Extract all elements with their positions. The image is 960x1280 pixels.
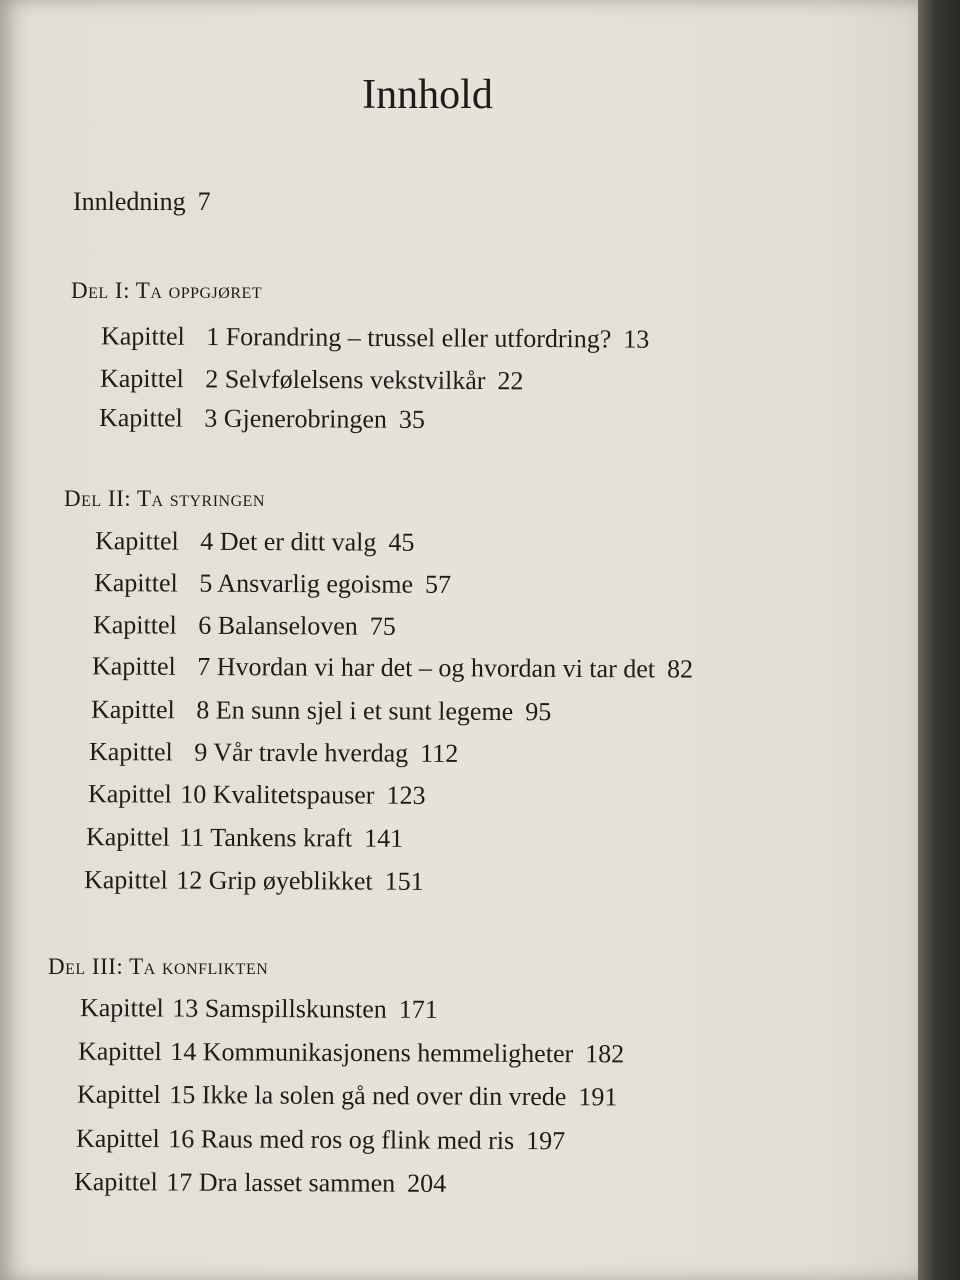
chapter-word: Kapittel (85, 822, 170, 852)
chapter-title: Raus med ros og flink med ris (200, 1124, 515, 1156)
chapter-word: Kapittel (87, 779, 172, 809)
toc-entry (88, 778, 426, 812)
toc-entry (76, 1123, 565, 1158)
chapter-page: 22 (497, 366, 524, 396)
chapter-number: 8 (196, 695, 210, 725)
chapter-page: 35 (398, 404, 426, 434)
chapter-number: 1 (206, 321, 220, 352)
chapter-number: 4 (200, 526, 214, 556)
toc-entry (93, 609, 396, 643)
chapter-page: 95 (525, 697, 552, 727)
chapter-word: Kapittel (79, 993, 164, 1023)
chapter-page: 191 (578, 1082, 618, 1112)
chapter-page: 141 (364, 823, 404, 853)
chapter-page: 75 (369, 611, 396, 641)
toc-entry (101, 320, 650, 355)
chapter-title: Hvordan vi har det – og hvordan vi tar det (216, 652, 656, 684)
chapter-word: Kapittel (75, 1123, 160, 1154)
chapter-title: Kvalitetspauser (212, 779, 375, 810)
toc-entry (84, 864, 424, 898)
chapter-number: 3 (204, 403, 218, 433)
toc-entry (92, 650, 693, 685)
chapter-number: 13 (172, 993, 199, 1023)
chapter-page: 123 (386, 780, 426, 810)
chapter-page: 45 (388, 527, 415, 557)
chapter-word: Kapittel (98, 403, 183, 433)
chapter-number: 5 (199, 568, 213, 598)
chapter-page: 182 (585, 1039, 625, 1069)
chapter-page: 171 (398, 994, 438, 1024)
chapter-word: Kapittel (99, 363, 184, 394)
chapter-number: 17 (166, 1167, 193, 1197)
chapter-title: Samspillskunsten (204, 993, 387, 1024)
chapter-title: Ikke la solen gå ned over din vrede (201, 1080, 567, 1112)
chapter-word: Kapittel (83, 865, 168, 895)
chapter-number: 12 (176, 865, 203, 895)
chapter-word: Kapittel (76, 1079, 161, 1110)
chapter-title: Gjenerobringen (223, 403, 388, 434)
chapter-page: 197 (526, 1126, 566, 1156)
intro-label: Innledning (73, 187, 186, 216)
chapter-number: 9 (194, 737, 208, 767)
chapter-number: 7 (197, 651, 211, 682)
chapter-title: Dra lasset sammen (198, 1167, 396, 1198)
chapter-word: Kapittel (100, 321, 185, 351)
chapter-title: Ansvarlig egoisme (217, 568, 414, 599)
chapter-title: Vår travle hverdag (213, 737, 409, 768)
chapter-number: 6 (198, 610, 212, 640)
chapter-title: Grip øyeblikket (208, 865, 373, 896)
toc-entry (95, 525, 415, 559)
toc-entry (99, 402, 425, 436)
chapter-title: Forandring – trussel eller utfordring? (225, 322, 612, 354)
chapter-word: Kapittel (93, 568, 178, 598)
chapter-number: 11 (179, 822, 205, 852)
toc-entry (77, 1079, 618, 1114)
chapter-word: Kapittel (88, 737, 173, 767)
toc-entry (94, 567, 451, 601)
toc-entry (78, 1036, 624, 1071)
chapter-page: 204 (407, 1168, 447, 1198)
chapter-title: Selvfølelsens vekstvilkår (224, 364, 486, 396)
chapter-title: Kommunikasjonens hemmeligheter (202, 1037, 574, 1069)
toc-entry (100, 363, 524, 398)
toc-entry (91, 694, 551, 728)
chapter-number: 16 (168, 1124, 195, 1154)
book-edge (918, 0, 960, 1280)
chapter-word: Kapittel (91, 651, 176, 681)
toc-entry (80, 992, 438, 1026)
part-heading: Del II: Ta styringen (64, 486, 265, 511)
chapter-title: En sunn sjel i et sunt legeme (215, 695, 514, 727)
toc-entry (74, 1166, 446, 1200)
chapter-page: 57 (424, 569, 452, 599)
chapter-number: 14 (170, 1037, 197, 1067)
part-heading: Del III: Ta konflikten (48, 954, 269, 979)
chapter-word: Kapittel (94, 526, 179, 556)
chapter-word: Kapittel (77, 1036, 162, 1067)
chapter-page: 151 (384, 866, 424, 896)
chapter-number: 2 (205, 364, 219, 394)
chapter-page: 112 (420, 738, 459, 768)
chapter-word: Kapittel (92, 610, 177, 640)
part-heading: Del I: Ta oppgjøret (71, 278, 263, 303)
chapter-page: 82 (666, 654, 694, 684)
page-title: Innhold (362, 72, 493, 118)
chapter-word: Kapittel (73, 1167, 158, 1197)
chapter-word: Kapittel (90, 694, 175, 725)
intro-page: 7 (197, 187, 211, 216)
chapter-number: 15 (169, 1080, 196, 1110)
toc-entry (86, 821, 403, 855)
chapter-title: Tankens kraft (210, 822, 353, 853)
chapter-title: Det er ditt valg (219, 526, 377, 557)
chapter-page: 13 (623, 324, 650, 354)
chapter-number: 10 (180, 779, 207, 809)
toc-entry (89, 736, 458, 770)
chapter-title: Balanseloven (217, 610, 358, 641)
toc-intro (73, 186, 211, 218)
